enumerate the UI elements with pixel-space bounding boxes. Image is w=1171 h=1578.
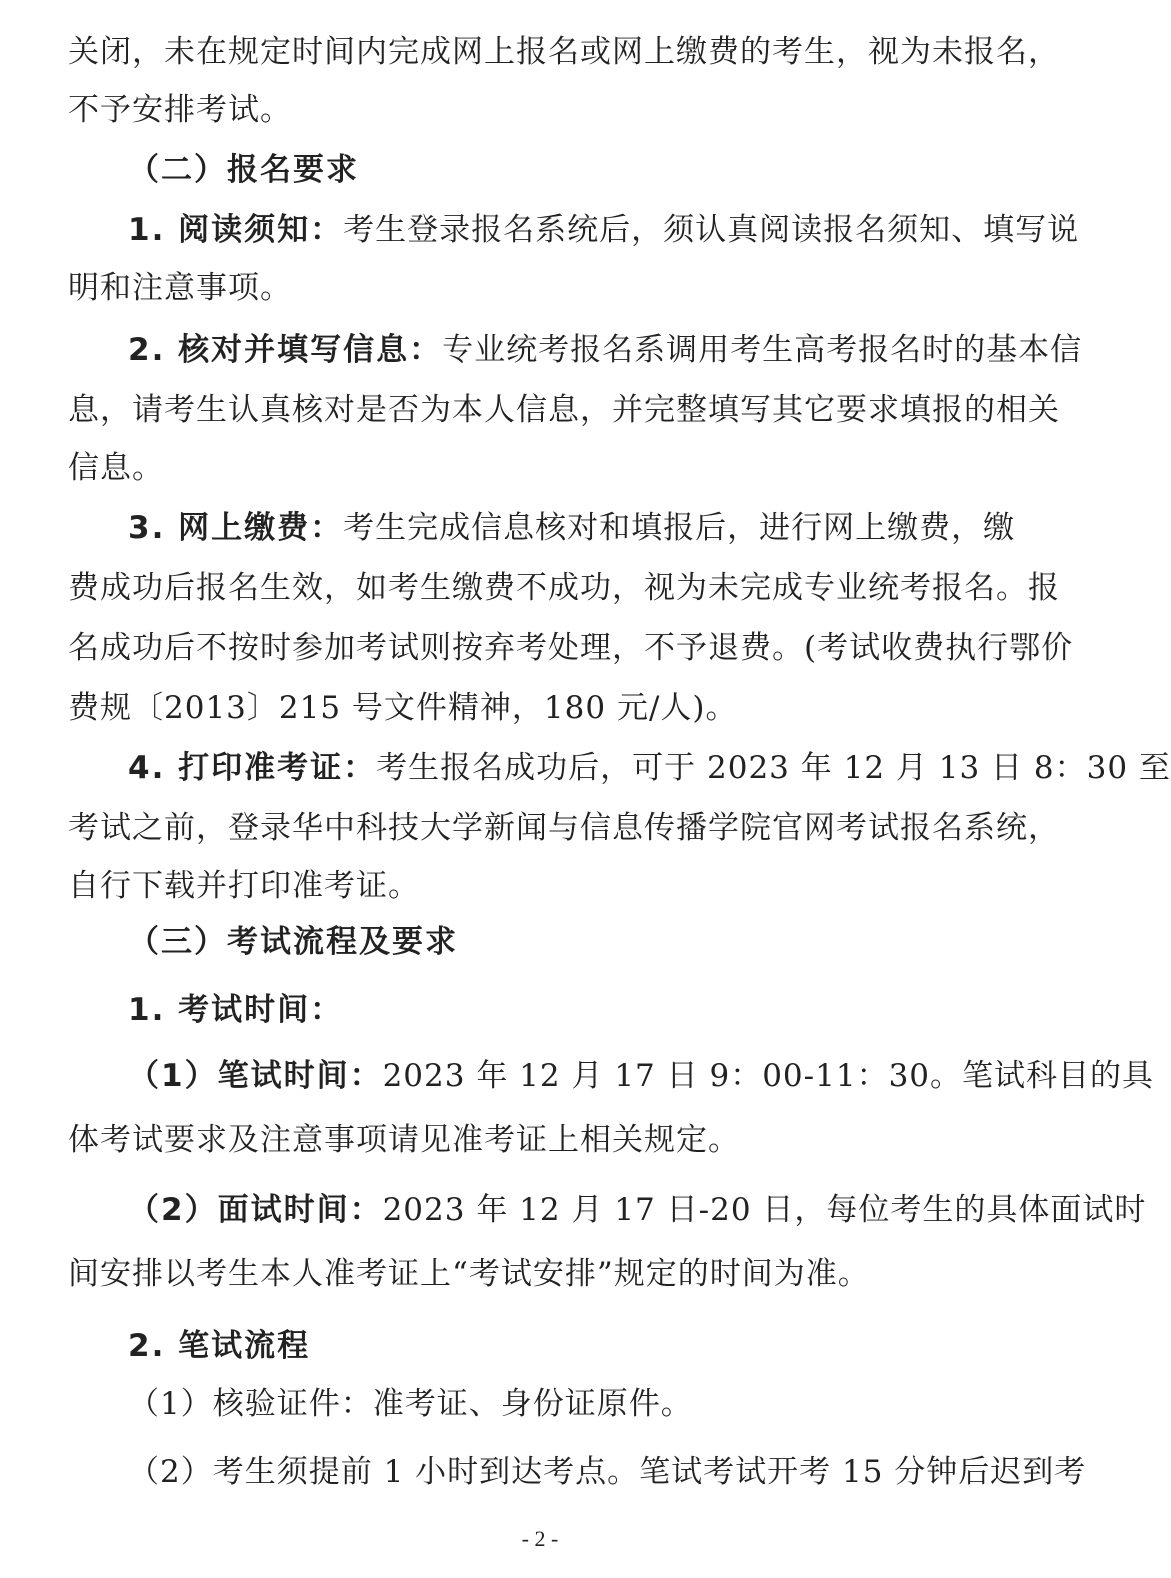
text-line: 考试之前，登录华中科技大学新闻与信息传播学院官网考试报名系统， bbox=[68, 810, 1060, 846]
text-line: 关闭，未在规定时间内完成网上报名或网上缴费的考生，视为未报名， bbox=[68, 34, 1060, 70]
item-text: 考生完成信息核对和填报后，进行网上缴费，缴 bbox=[343, 510, 1016, 546]
section-heading: （三）考试流程及要求 bbox=[128, 924, 458, 960]
page-number: - 2 - bbox=[521, 1526, 559, 1551]
item-text: 考生登录报名系统后，须认真阅读报名须知、填写说 bbox=[343, 212, 1080, 248]
text-line: 不予安排考试。 bbox=[68, 92, 292, 128]
paragraph-line bbox=[128, 748, 1171, 788]
text-line: 自行下载并打印准考证。 bbox=[68, 868, 420, 904]
paragraph-line bbox=[128, 330, 1083, 370]
item-text: 2023 年 12 月 17 日-20 日，每位考生的具体面试时 bbox=[382, 1192, 1147, 1228]
paragraph-line bbox=[128, 508, 1016, 548]
paragraph-line bbox=[128, 210, 1080, 250]
text-line: （2）考生须提前 1 小时到达考点。笔试考试开考 15 分钟后迟到考 bbox=[128, 1454, 1087, 1490]
paragraph-line bbox=[128, 1190, 1147, 1230]
item-text: 2023 年 12 月 17 日 9：00-11：30。笔试科目的具 bbox=[382, 1058, 1155, 1094]
item-heading: 1. 阅读须知： bbox=[128, 212, 344, 248]
text-line: 明和注意事项。 bbox=[68, 270, 292, 306]
paragraph-line bbox=[128, 1056, 1155, 1096]
section-heading: （二）报名要求 bbox=[128, 152, 359, 188]
subsection-heading: 1. 考试时间： bbox=[128, 992, 344, 1028]
text-line: 体考试要求及注意事项请见准考证上相关规定。 bbox=[68, 1122, 740, 1158]
item-heading: （2）面试时间： bbox=[128, 1192, 383, 1228]
text-line: （1）核验证件：准考证、身份证原件。 bbox=[128, 1386, 693, 1422]
item-heading: 2. 核对并填写信息： bbox=[128, 332, 443, 368]
text-line: 息，请考生认真核对是否为本人信息，并完整填写其它要求填报的相关 bbox=[68, 392, 1060, 428]
item-heading: 4. 打印准考证： bbox=[128, 750, 377, 786]
item-text: 考生报名成功后，可于 2023 年 12 月 13 日 8：30 至 bbox=[376, 750, 1171, 786]
item-heading: 3. 网上缴费： bbox=[128, 510, 344, 546]
text-line: 名成功后不按时参加考试则按弃考处理，不予退费。(考试收费执行鄂价 bbox=[68, 630, 1074, 666]
item-text: 专业统考报名系调用考生高考报名时的基本信 bbox=[442, 332, 1083, 368]
item-heading: （1）笔试时间： bbox=[128, 1058, 383, 1094]
text-line: 费规〔2013〕215 号文件精神，180 元/人)。 bbox=[68, 690, 738, 726]
text-line: 费成功后报名生效，如考生缴费不成功，视为未完成专业统考报名。报 bbox=[68, 570, 1060, 606]
text-line: 信息。 bbox=[68, 450, 164, 486]
text-line: 间安排以考生本人准考证上“考试安排”规定的时间为准。 bbox=[68, 1256, 870, 1292]
subsection-heading: 2. 笔试流程 bbox=[128, 1328, 311, 1364]
